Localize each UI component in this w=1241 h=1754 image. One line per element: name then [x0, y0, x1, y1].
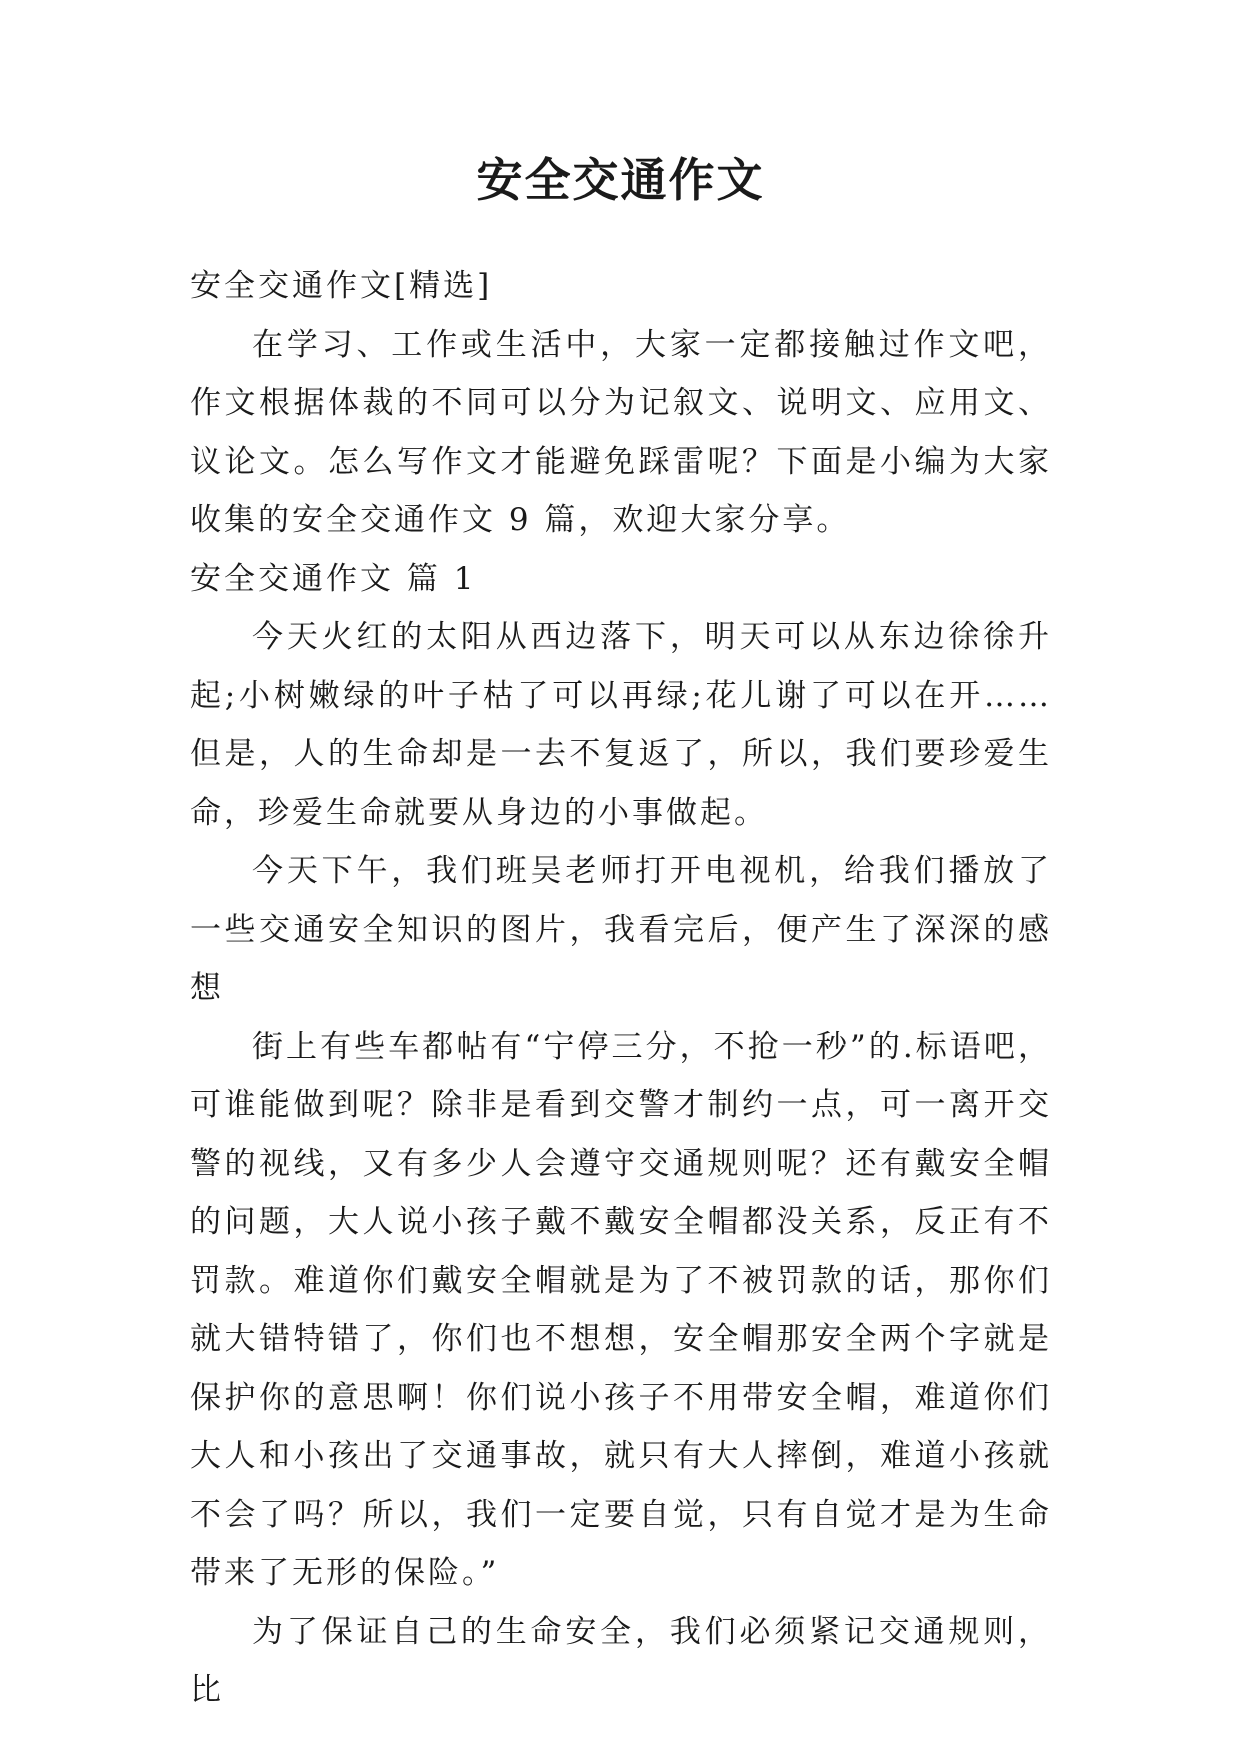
- intro-paragraph: 在学习、工作或生活中，大家一定都接触过作文吧，作文根据体裁的不同可以分为记叙文、说明文、应用文、议论文。怎么写作文才能避免踩雷呢？下面是小编为大家收集的安全交通作文 9 篇，欢迎大家分享。: [190, 326, 1052, 538]
- document-title: 安全交通作文: [476, 153, 765, 207]
- body-paragraph: 今天火红的太阳从西边落下，明天可以从东边徐徐升起;小树嫩绿的叶子枯了可以再绿;花儿谢了可以在开……但是，人的生命却是一去不复返了，所以，我们要珍爱生命，珍爱生命就要从身边的小事做起。: [190, 619, 1052, 831]
- body-paragraph: 街上有些车都帖有“宁停三分，不抢一秒”的.标语吧，可谁能做到呢？除非是看到交警才制约一点，可一离开交警的视线，又有多少人会遵守交通规则呢？还有戴安全帽的问题，大人说小孩子戴不戴安全帽都没关系，反正有不罚款。难道你们戴安全帽就是为了不被罚款的话，那你们就大错特错了，你们也不想想，安全帽那安全两个字就是保护你的意思啊！你们说小孩子不用带安全帽，难道你们大人和小孩出了交通事故，就只有大人摔倒，难道小孩就不会了吗？所以，我们一定要自觉，只有自觉才是为生命带来了无形的保险。”: [190, 1028, 1052, 1591]
- document-subtitle: 安全交通作文[精选]: [190, 268, 493, 304]
- document-body: [190, 257, 1052, 1720]
- body-paragraph: 为了保证自己的生命安全，我们必须紧记交通规则，比: [190, 1613, 1052, 1708]
- section-heading: 安全交通作文 篇 1: [190, 560, 477, 597]
- body-paragraph: 今天下午，我们班吴老师打开电视机，给我们播放了一些交通安全知识的图片，我看完后，便产生了深深的感想: [190, 853, 1052, 1006]
